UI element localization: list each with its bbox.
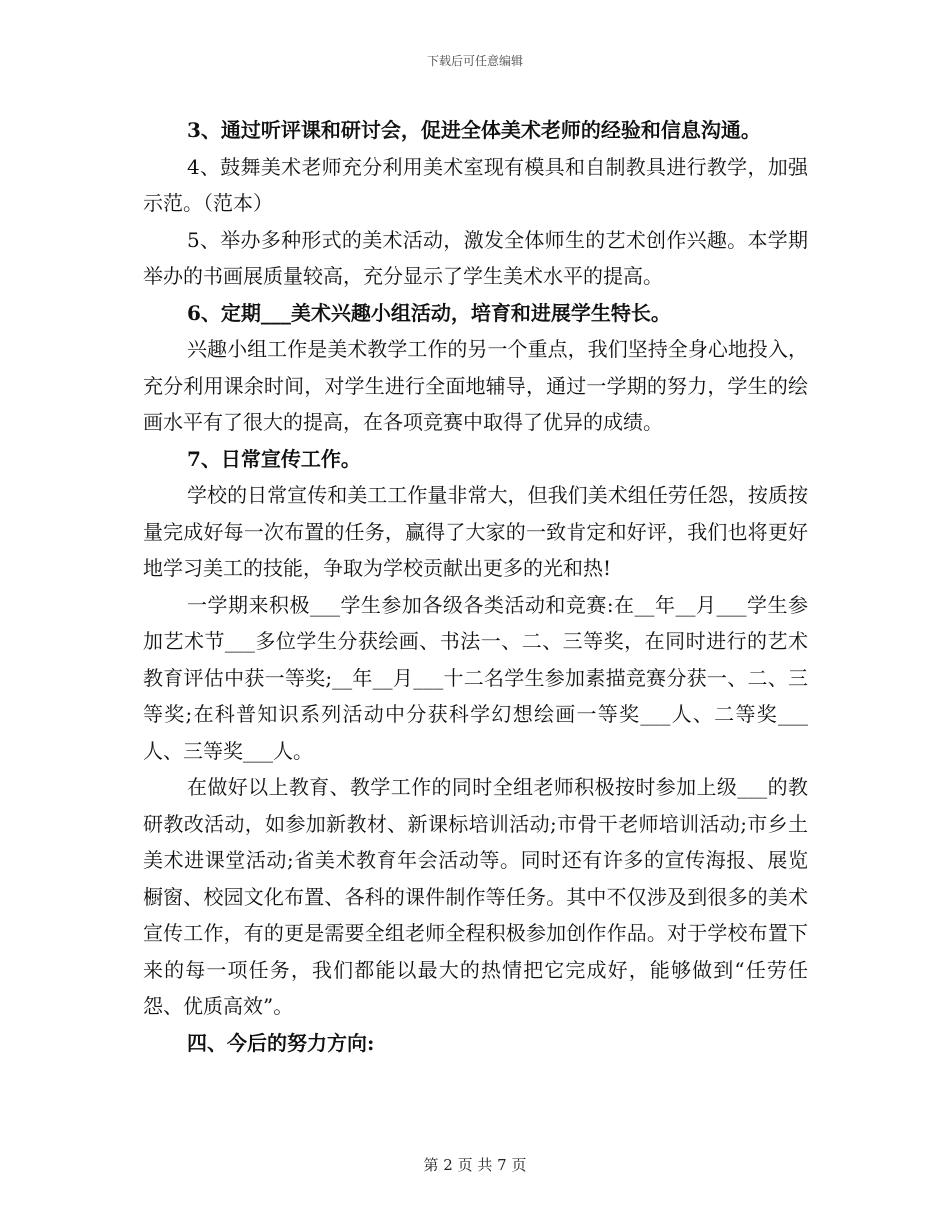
paragraph-interest-group: 兴趣小组工作是美术教学工作的另一个重点，我们坚持全身心地投入，充分利用课余时间，对学生进行全面地辅导，通过一学期的努力，学生的绘画水平有了很大的提高，在各项竞赛中取得了优异的成绩。: [143, 337, 808, 434]
paragraph-item-7: 7、日常宣传工作。: [187, 446, 361, 471]
section-heading-future: 四、今后的努力方向:: [187, 1030, 375, 1055]
paragraph-item-3: 3、通过听评课和研讨会，促进全体美术老师的经验和信息沟通。: [187, 118, 761, 142]
page-number-footer: 第 2 页 共 7 页: [423, 1156, 527, 1174]
paragraph-item-5: 5、举办多种形式的美术活动，激发全体师生的艺术创作兴趣。本学期举办的书画展质量较高，充分显示了学生美术水平的提高。: [143, 227, 808, 288]
paragraph-item-4: 4、鼓舞美术老师充分利用美术室现有模具和自制教具进行教学，加强示范。（范本）: [143, 154, 808, 215]
paragraph-teaching-research: 在做好以上教育、教学工作的同时全组老师积极按时参加上级___的教研教改活动，如参加新教材、新课标培训活动;市骨干老师培训活动;市乡土美术进课堂活动;省美术教育年会活动等。同时还有许多的宣传海报、展览橱窗、校园文化布置、各科的课件制作等任务。其中不仅涉及到很多的美术宣传工作，有的更是需要全组老师全程积极参加创作作品。对于学校布置下来的每一项任务，我们都能以最大的热情把它完成好，能够做到“任劳任怨、优质高效”。: [143, 775, 808, 1018]
paragraph-competitions: 一学期来积极___学生参加各级各类活动和竞赛:在__年__月___学生参加艺术节___多位学生分获绘画、书法一、二、三等奖，在同时进行的艺术教育评估中获一等奖;__年__月___十二名学生参加素描竞赛分获一、二、三等奖;在科普知识系列活动中分获科学幻想绘画一等奖___人、二等奖___人、三等奖___人。: [143, 592, 808, 763]
paragraph-daily-publicity: 学校的日常宣传和美工工作量非常大，但我们美术组任劳任怨，按质按量完成好每一次布置的任务，赢得了大家的一致肯定和好评，我们也将更好地学习美工的技能，争取为学校贡献出更多的光和热!: [143, 483, 808, 580]
document-body: [143, 112, 808, 1061]
page-header-note: 下载后可任意编辑: [426, 54, 523, 68]
paragraph-item-6: 6、定期___美术兴趣小组活动，培育和进展学生特长。: [187, 300, 671, 325]
